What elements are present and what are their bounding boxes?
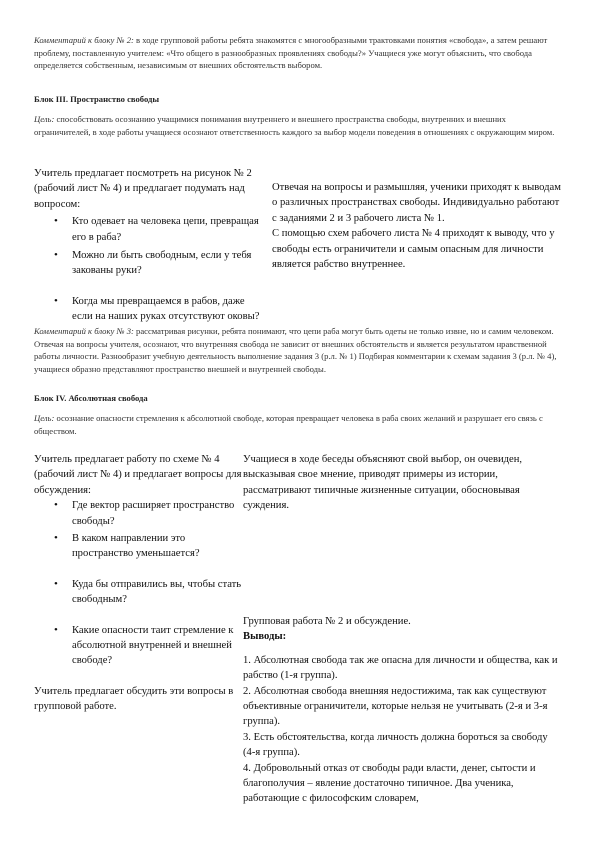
- block-3-questions-list: [34, 214, 266, 324]
- block-4-teacher-column: [34, 452, 242, 715]
- comment-block-2-label: Комментарий к блоку № 2:: [34, 35, 134, 45]
- block-4-group-work-column: [243, 614, 561, 807]
- comment-block-2-text: в ходе групповой работы ребята знакомятся с многообразными трактовками понятия «свобода», а затем решают проблему, поставленную учителем: «Что общего в разнообразных проявлениях свободы?» Учащиеся уже могут объяснить, что свобода определяется собственным, независимым от внешних обстоятельств выбором.: [34, 35, 548, 70]
- block-3-students-column: [272, 180, 562, 272]
- block-3-title: Блок III. Пространство свободы: [34, 94, 160, 104]
- block-3-goal-text: способствовать осознанию учащимися понимания внутреннего и внешнего пространства свободы, внутренних и внешних ограничителей, в ходе работы учащиеся осознают ответственность каждого за выбор модели поведения в отношениях с окружающим миром.: [34, 114, 555, 137]
- list-item: • Кто одевает на человека цепи, превращая его в раба?: [34, 214, 266, 245]
- conclusion-item: 1. Абсолютная свобода так же опасна для личности и общества, как и рабство (1-я группа).: [243, 654, 558, 682]
- block-4-conclusions-label: Выводы:: [243, 631, 287, 643]
- conclusion-item: 4. Добровольный отказ от свободы ради власти, денег, сытости и благополучия – явление достаточно типичное. Два ученика, работающие с философским словарем,: [243, 762, 536, 805]
- list-item: • Можно ли быть свободным, если у тебя закованы руки?: [34, 248, 266, 279]
- comment-block-3-label: Комментарий к блоку № 3:: [34, 326, 134, 336]
- block-4-teacher-group: Учитель предлагает обсудить эти вопросы в групповой работе.: [34, 685, 234, 713]
- list-item: • В каком направлении это пространство уменьшается?: [34, 531, 242, 562]
- block-4-goal-text: осознание опасности стремления к абсолютной свободе, которая превращает человека в раба своих желаний и разрушает его связь с обществом.: [34, 413, 543, 436]
- comment-block-3-text: рассматривая рисунки, ребята понимают, что цепи раба могут быть одеты не только извне, но и самим человеком. Отвечая на вопросы учителя, осознают, что внутренняя свобода не зависит от внешних обстоятельств и является результатом нравственной работы личности. Разнообразит учебную деятельность выполнение задания 3 (р.л. № 1) Подбирая комментарии к схемам задания 3 (р.л. № 4), учащиеся образно представляют пространство внешней и внутренней свободы.: [34, 326, 557, 374]
- block-4-group-work: Групповая работа № 2 и обсуждение.: [243, 616, 411, 627]
- block-3-students-p2: С помощью схем рабочего листа № 4 приходят к выводу, что у свободы есть ограничители и самым опасным для личности является рабство внутреннее.: [272, 228, 555, 271]
- list-item: • Когда мы превращаемся в рабов, даже если на наших руках отсутствуют оковы?: [34, 294, 266, 325]
- block-3-goal: [34, 113, 560, 138]
- conclusion-item: 3. Есть обстоятельства, когда личность должна бороться за свободу (4-я группа).: [243, 731, 548, 759]
- list-item: • Какие опасности таит стремление к абсолютной внутренней и внешней свободе?: [34, 623, 242, 669]
- block-4-title: Блок IV. Абсолютная свобода: [34, 393, 148, 403]
- block-4-goal-label: Цель:: [34, 413, 55, 423]
- block-3-teacher-column: [34, 166, 266, 325]
- conclusion-item: 2. Абсолютная свобода внешняя недостижима, так как существуют объективные ограничители, которые нельзя не учитывать (2-я и 3-я группа).: [243, 685, 548, 728]
- block-4-questions-list: [34, 498, 242, 669]
- block-4-teacher-intro: Учитель предлагает работу по схеме № 4 (рабочий лист № 4) и предлагает вопросы для обсуждения:: [34, 454, 242, 496]
- comment-block-3: [34, 325, 560, 375]
- list-item: • Куда бы отправились вы, чтобы стать свободным?: [34, 577, 242, 608]
- block-3-teacher-intro: Учитель предлагает посмотреть на рисунок № 2 (рабочий лист № 4) и предлагает подумать над вопросом:: [34, 168, 252, 210]
- block-4-students-answer: Учащиеся в ходе беседы объясняют свой выбор, он очевиден, высказывая свое мнение, приводят примеры из истории, рассматривают типичные жизненные ситуации, обосновывая суждения.: [243, 454, 523, 512]
- list-item: • Где вектор расширяет пространство свободы?: [34, 498, 242, 529]
- block-3-goal-label: Цель:: [34, 114, 55, 124]
- block-3-students-p1: Отвечая на вопросы и размышляя, ученики приходят к выводам о различных пространствах свободы. Индивидуально работают с заданиями 2 и 3 рабочего листа № 1.: [272, 182, 561, 224]
- block-4-goal: [34, 412, 560, 437]
- comment-block-2: [34, 34, 560, 72]
